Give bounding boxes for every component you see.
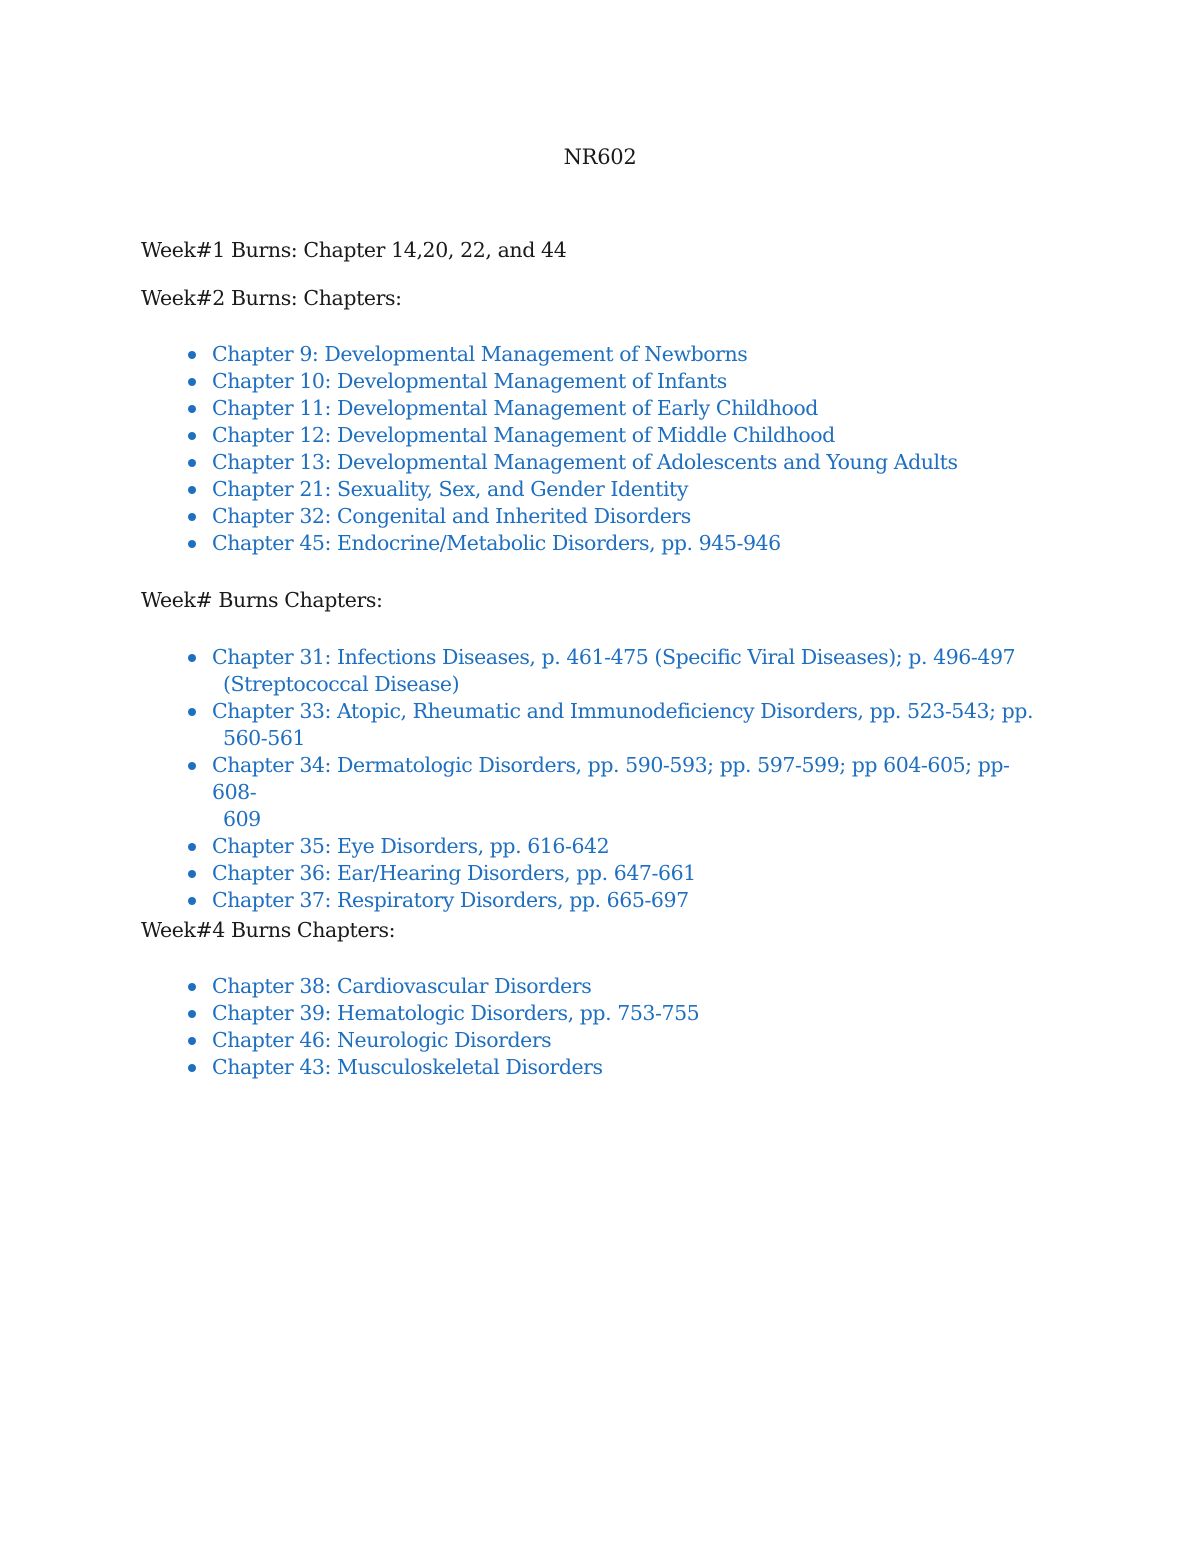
bullet-icon xyxy=(188,897,196,905)
bullet-icon xyxy=(188,513,196,521)
bullet-icon xyxy=(188,486,196,494)
week-3-heading: Week# Burns Chapters: xyxy=(141,588,383,612)
chapter-text: Chapter 46: Neurologic Disorders xyxy=(212,1028,552,1052)
chapter-text: Chapter 34: Dermatologic Disorders, pp. 590-593; pp. 597-599; pp 604-605; pp-608- xyxy=(212,753,1010,804)
chapter-text: Chapter 35: Eye Disorders, pp. 616-642 xyxy=(212,834,610,858)
chapter-text: (Streptococcal Disease) xyxy=(223,672,460,696)
bullet-icon xyxy=(188,432,196,440)
bullet-icon xyxy=(188,459,196,467)
chapter-list-item xyxy=(0,503,1052,530)
chapter-list-item xyxy=(0,476,1052,503)
bullet-icon xyxy=(188,654,196,662)
chapter-text: Chapter 9: Developmental Management of Newborns xyxy=(212,342,748,366)
chapter-list-item xyxy=(0,973,1052,1000)
chapter-text: Chapter 21: Sexuality, Sex, and Gender Identity xyxy=(212,477,688,501)
chapter-list-item xyxy=(0,752,1052,833)
week-3-chapter-list xyxy=(0,644,1200,914)
chapter-list-item xyxy=(0,1054,1052,1081)
week-1-heading: Week#1 Burns: Chapter 14,20, 22, and 44 xyxy=(141,238,567,262)
chapter-text: Chapter 39: Hematologic Disorders, pp. 753-755 xyxy=(212,1001,700,1025)
chapter-text: Chapter 10: Developmental Management of Infants xyxy=(212,369,727,393)
chapter-list-item xyxy=(0,530,1052,557)
chapter-text: 560-561 xyxy=(223,726,306,750)
week-2-chapter-list xyxy=(0,341,1200,557)
chapter-list-item xyxy=(0,698,1052,752)
bullet-icon xyxy=(188,983,196,991)
chapter-text: Chapter 32: Congenital and Inherited Disorders xyxy=(212,504,691,528)
chapter-text: 609 xyxy=(223,807,261,831)
chapter-text: Chapter 37: Respiratory Disorders, pp. 665-697 xyxy=(212,888,689,912)
bullet-icon xyxy=(188,1064,196,1072)
chapter-list-item xyxy=(0,341,1052,368)
chapter-list-item xyxy=(0,368,1052,395)
chapter-text: Chapter 12: Developmental Management of Middle Childhood xyxy=(212,423,835,447)
chapter-list-item xyxy=(0,449,1052,476)
bullet-icon xyxy=(188,378,196,386)
chapter-text: Chapter 43: Musculoskeletal Disorders xyxy=(212,1055,603,1079)
bullet-icon xyxy=(188,405,196,413)
week-2-heading: Week#2 Burns: Chapters: xyxy=(141,286,402,310)
chapter-text: Chapter 13: Developmental Management of Adolescents and Young Adults xyxy=(212,450,958,474)
bullet-icon xyxy=(188,708,196,716)
document-title: NR602 xyxy=(563,145,637,169)
chapter-list-item xyxy=(0,644,1052,698)
chapter-list-item xyxy=(0,860,1052,887)
chapter-list-item xyxy=(0,833,1052,860)
chapter-text: Chapter 33: Atopic, Rheumatic and Immunodeficiency Disorders, pp. 523-543; pp. xyxy=(212,699,1034,723)
chapter-text: Chapter 11: Developmental Management of Early Childhood xyxy=(212,396,818,420)
bullet-icon xyxy=(188,351,196,359)
chapter-list-item xyxy=(0,1000,1052,1027)
chapter-text: Chapter 38: Cardiovascular Disorders xyxy=(212,974,592,998)
bullet-icon xyxy=(188,843,196,851)
chapter-text: Chapter 31: Infections Diseases, p. 461-475 (Specific Viral Diseases); p. 496-497 xyxy=(212,645,1016,669)
chapter-text: Chapter 36: Ear/Hearing Disorders, pp. 647-661 xyxy=(212,861,696,885)
bullet-icon xyxy=(188,762,196,770)
chapter-list-item xyxy=(0,422,1052,449)
chapter-list-item xyxy=(0,395,1052,422)
bullet-icon xyxy=(188,540,196,548)
week-4-chapter-list xyxy=(0,973,1200,1081)
bullet-icon xyxy=(188,1037,196,1045)
week-4-heading: Week#4 Burns Chapters: xyxy=(141,918,396,942)
chapter-list-item xyxy=(0,1027,1052,1054)
bullet-icon xyxy=(188,870,196,878)
bullet-icon xyxy=(188,1010,196,1018)
chapter-text: Chapter 45: Endocrine/Metabolic Disorders, pp. 945-946 xyxy=(212,531,781,555)
chapter-list-item xyxy=(0,887,1052,914)
